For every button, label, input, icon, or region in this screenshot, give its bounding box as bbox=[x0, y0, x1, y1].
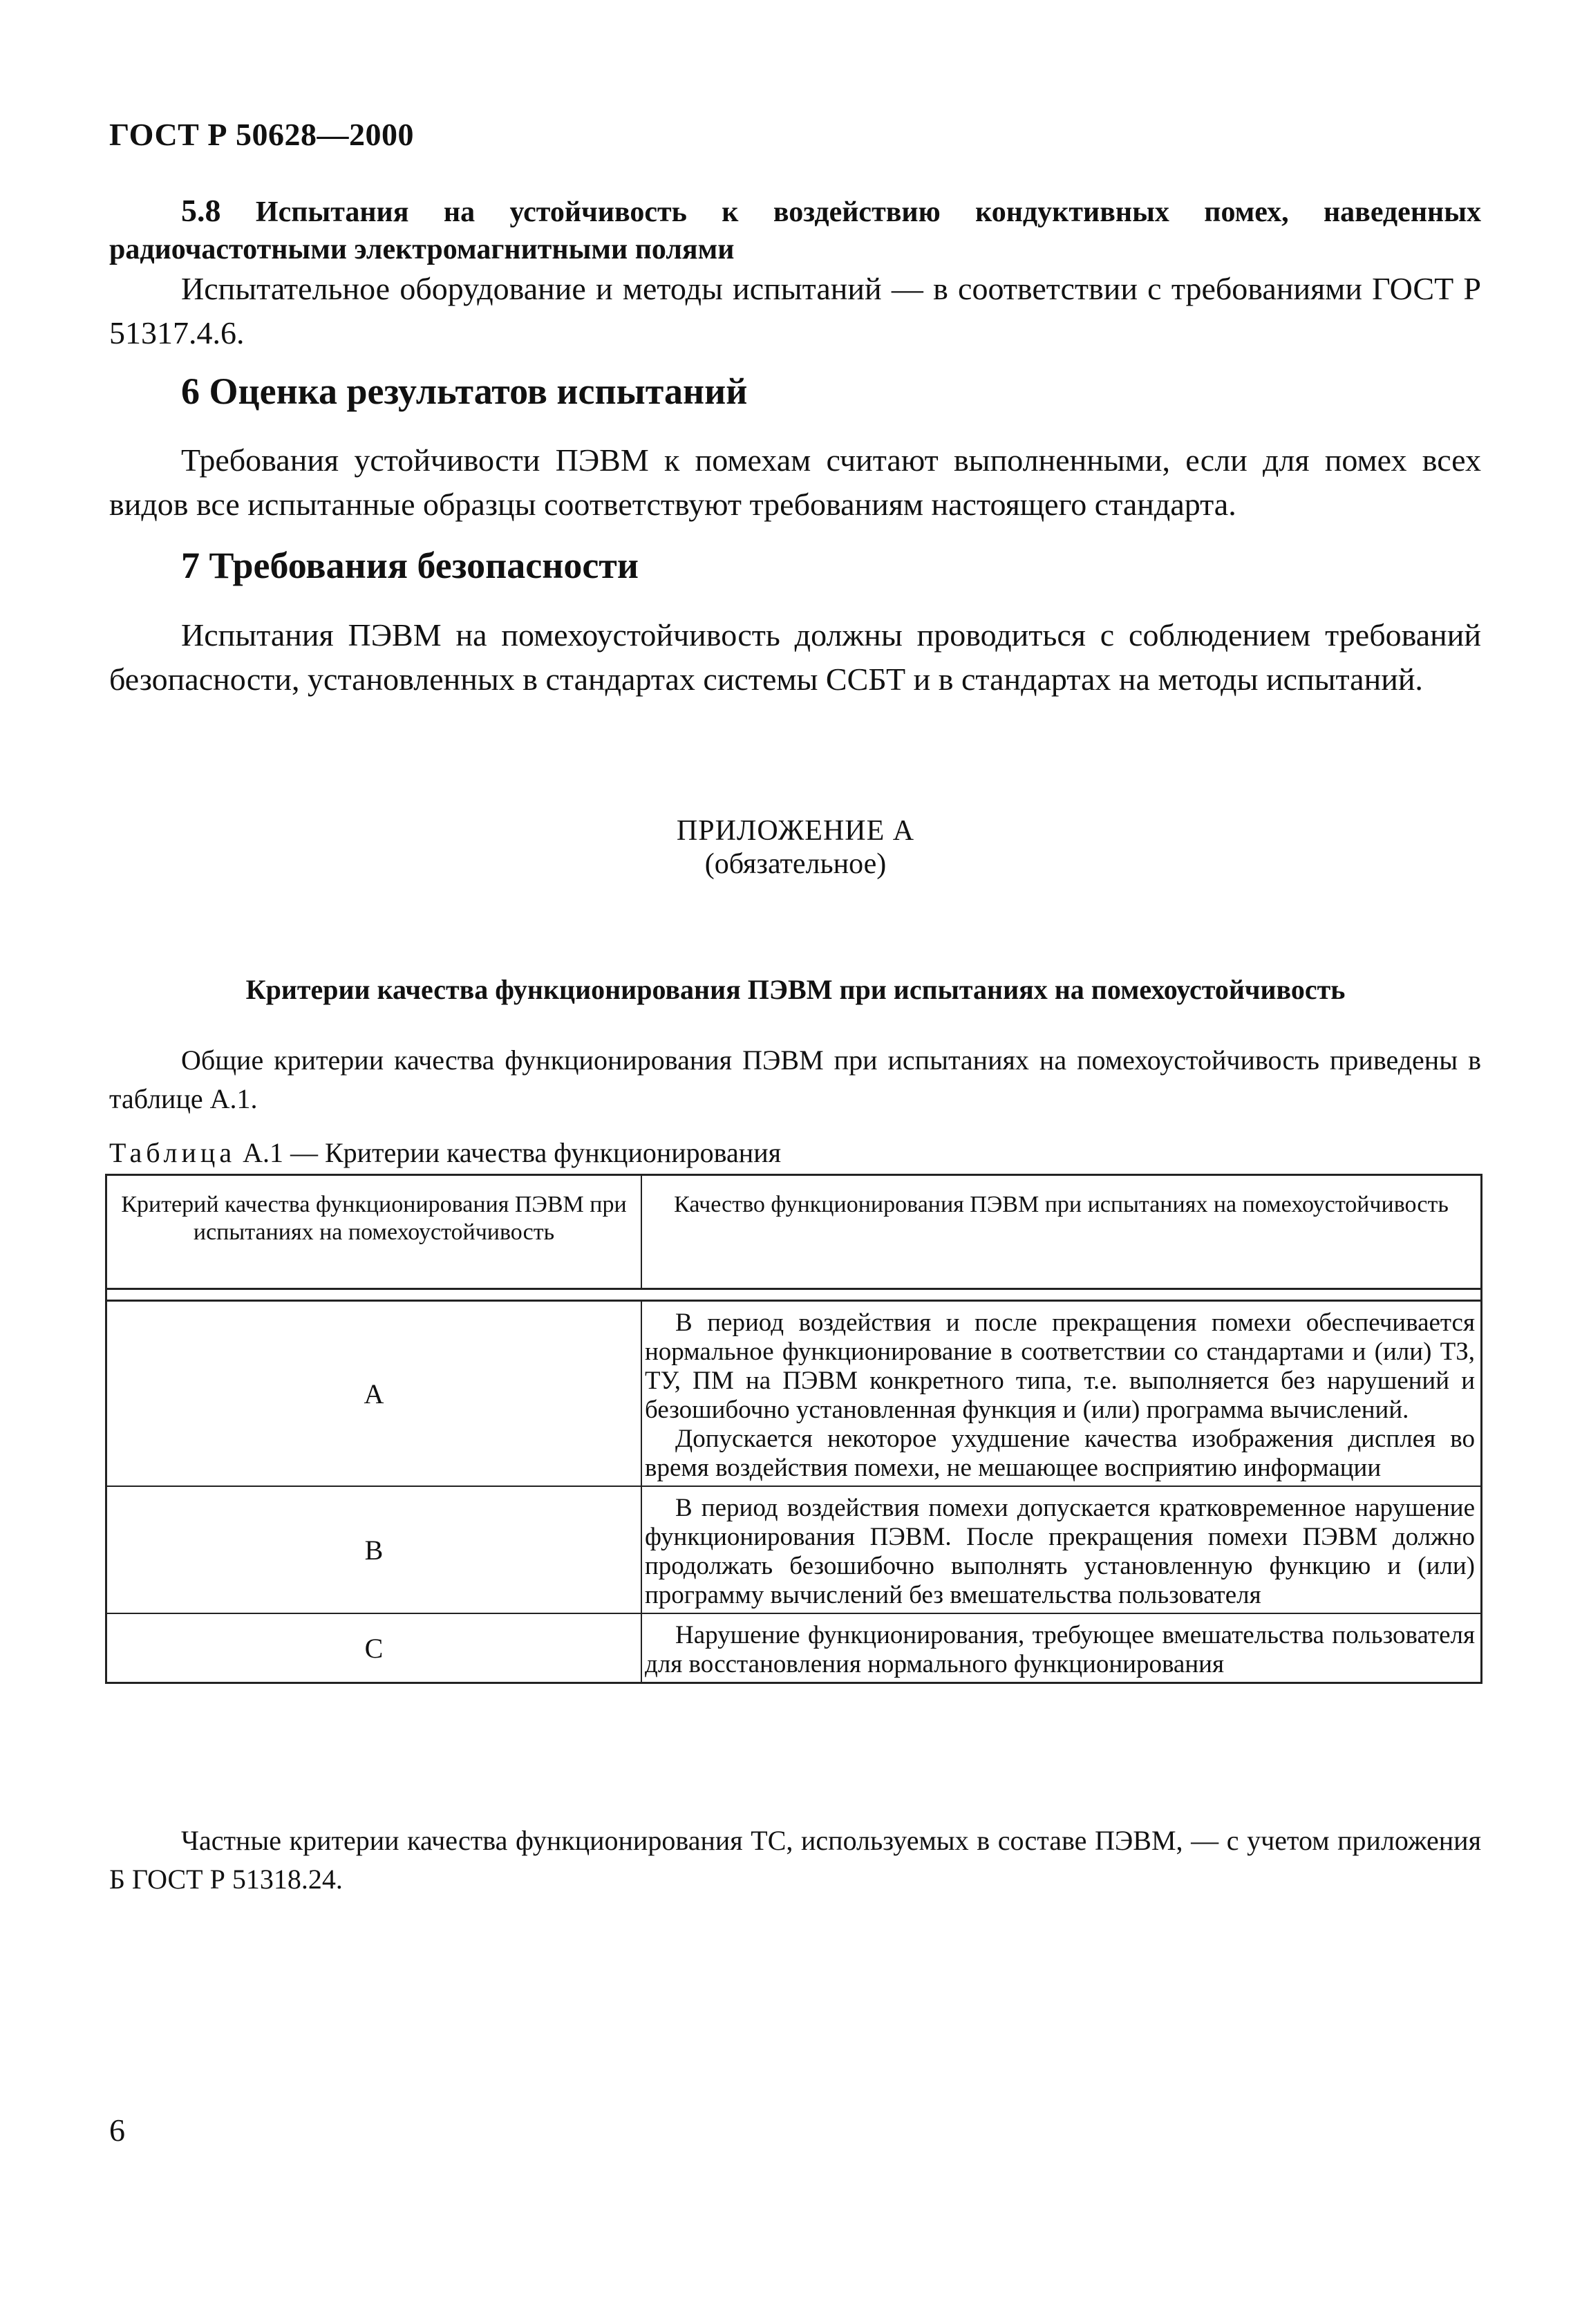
table-caption-text: А.1 — Критерии качества функционирования bbox=[236, 1137, 782, 1168]
appendix-heading bbox=[0, 814, 1591, 881]
table-header-gap bbox=[106, 1289, 1482, 1301]
quality-cell-c bbox=[641, 1613, 1482, 1683]
section-5-8-heading: Испытания на устойчивость к воздействию кондуктивных помех, наведенных радиочастотными электромагнитными полями bbox=[109, 196, 1482, 265]
quality-a-paragraph: В период воздействия и после прекращения помехи обеспечивается нормальное функционирование в соответствии со стандартами и (или) ТЗ, ТУ, ПМ на ПЭВМ конкретного типа, т.е. выполняется без нарушений и безошибочно установленная функция и (или) программа вычислений. bbox=[645, 1309, 1475, 1424]
table-row bbox=[106, 1613, 1482, 1683]
quality-cell-a bbox=[641, 1301, 1482, 1487]
section-7-text: Испытания ПЭВМ на помехоустойчивость должны проводиться с соблюдением требований безопасности, установленных в стандартах системы ССБТ и в стандартах на методы испытаний. bbox=[109, 617, 1481, 697]
quality-a-paragraph: Допускается некоторое ухудшение качества изображения дисплея во время воздействия помехи, не мешающее восприятию информации bbox=[645, 1425, 1475, 1482]
quality-c-paragraph: Нарушение функционирования, требующее вмешательства пользователя для восстановления нормального функционирования bbox=[645, 1621, 1475, 1678]
appendix-status: (обязательное) bbox=[704, 848, 887, 880]
quality-cell-b bbox=[641, 1486, 1482, 1613]
document-header: ГОСТ Р 50628—2000 bbox=[109, 117, 414, 152]
appendix-title: ПРИЛОЖЕНИЕ А bbox=[676, 815, 915, 847]
table-caption bbox=[109, 1136, 781, 1169]
section-6-text: Требования устойчивости ПЭВМ к помехам считают выполненными, если для помех всех видов все испытанные образцы соответствуют требованиям настоящего стандарта. bbox=[109, 442, 1481, 522]
partial-criteria-text: Частные критерии качества функционирования ТС, используемых в составе ПЭВМ, — с учетом приложения Б ГОСТ Р 51318.24. bbox=[109, 1825, 1481, 1895]
section-7-heading: 7 Требования безопасности bbox=[181, 545, 639, 586]
section-5-8-number: 5.8 bbox=[181, 193, 221, 228]
general-criteria-text: Общие критерии качества функционирования ПЭВМ при испытаниях на помехоустойчивость приведены в таблице А.1. bbox=[109, 1044, 1481, 1114]
table-row bbox=[106, 1301, 1482, 1487]
criteria-table bbox=[105, 1174, 1482, 1684]
page-number: 6 bbox=[109, 2112, 125, 2148]
quality-b-paragraph: В период воздействия помехи допускается кратковременное нарушение функционирования ПЭВМ. После прекращения помехи ПЭВМ должно продолжать безошибочно выполнять установленную функцию и (или) программу вычислений без вмешательства пользователя bbox=[645, 1494, 1475, 1609]
table-row bbox=[106, 1486, 1482, 1613]
criterion-cell-b: В bbox=[106, 1486, 642, 1613]
section-5-8-title bbox=[109, 192, 1481, 268]
criterion-cell-a: А bbox=[106, 1301, 642, 1487]
table-header-row bbox=[106, 1175, 1482, 1289]
table-header-criterion: Критерий качества функционирования ПЭВМ при испытаниях на помехоустойчивость bbox=[106, 1175, 642, 1289]
table-header-quality: Качество функционирования ПЭВМ при испытаниях на помехоустойчивость bbox=[641, 1175, 1482, 1289]
section-6-heading: 6 Оценка результатов испытаний bbox=[181, 371, 748, 412]
criterion-cell-c: С bbox=[106, 1613, 642, 1683]
section-5-8-text: Испытательное оборудование и методы испытаний — в соответствии с требованиями ГОСТ Р 51317.4.6. bbox=[109, 271, 1481, 350]
table-caption-label: Таблица bbox=[109, 1137, 236, 1168]
criteria-title: Критерии качества функционирования ПЭВМ при испытаниях на помехоустойчивость bbox=[245, 974, 1346, 1005]
